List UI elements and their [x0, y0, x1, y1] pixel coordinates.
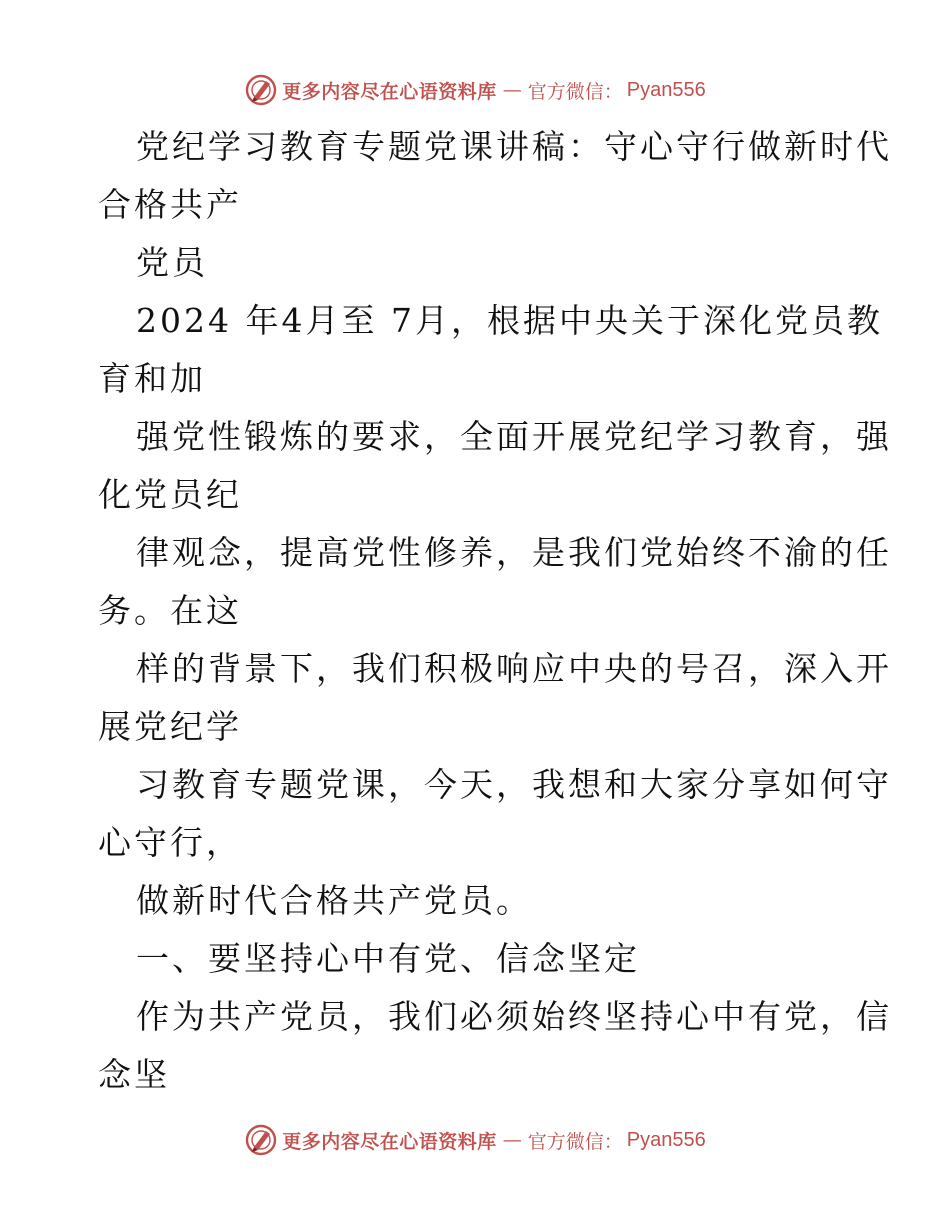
watermark-wechat-label: 官方微信： [527, 1130, 623, 1153]
footer-watermark [0, 1120, 950, 1160]
text-line: 合格共产 [98, 185, 242, 224]
text-line: 党员 [136, 243, 208, 282]
pen-logo-icon [244, 73, 278, 107]
text-line: 样的背景下，我们积极响应中央的号召，深入开 [136, 649, 892, 688]
watermark-wechat-id: Pyan556 [626, 1128, 706, 1151]
text-line: 习教育专题党课，今天，我想和大家分享如何守 [136, 765, 892, 804]
text-line: 党纪学习教育专题党课讲稿：守心守行做新时代 [136, 127, 892, 166]
watermark-group [244, 73, 706, 107]
text-line: 作为共产党员，我们必须始终坚持心中有党，信 [136, 997, 892, 1036]
watermark-wechat-label: 官方微信： [527, 80, 623, 103]
text-line: 一、要坚持心中有党、信念坚定 [136, 939, 640, 978]
text-line: 2024 年4月至 7月，根据中央关于深化党员教 [136, 301, 883, 340]
text-line: 念坚 [98, 1055, 170, 1094]
text-line: 做新时代合格共产党员。 [136, 881, 532, 920]
text-line: 律观念，提高党性修养，是我们党始终不渝的任 [136, 533, 892, 572]
text-line: 化党员纪 [98, 475, 242, 514]
pen-logo-icon [244, 1123, 278, 1157]
watermark-dash: — [502, 79, 522, 101]
text-line: 强党性锻炼的要求，全面开展党纪学习教育，强 [136, 417, 892, 456]
watermark-text: 更多内容尽在心语资料库 [282, 1130, 497, 1153]
watermark-dash: — [502, 1129, 522, 1151]
watermark-text: 更多内容尽在心语资料库 [282, 80, 497, 103]
text-line: 务。在这 [98, 591, 242, 630]
header-watermark [0, 70, 950, 110]
text-line: 心守行， [98, 823, 242, 862]
watermark-wechat-id: Pyan556 [626, 78, 706, 101]
watermark-group [244, 1123, 706, 1157]
text-line: 育和加 [98, 359, 206, 398]
document-body [98, 118, 892, 1104]
text-line: 展党纪学 [98, 707, 242, 746]
